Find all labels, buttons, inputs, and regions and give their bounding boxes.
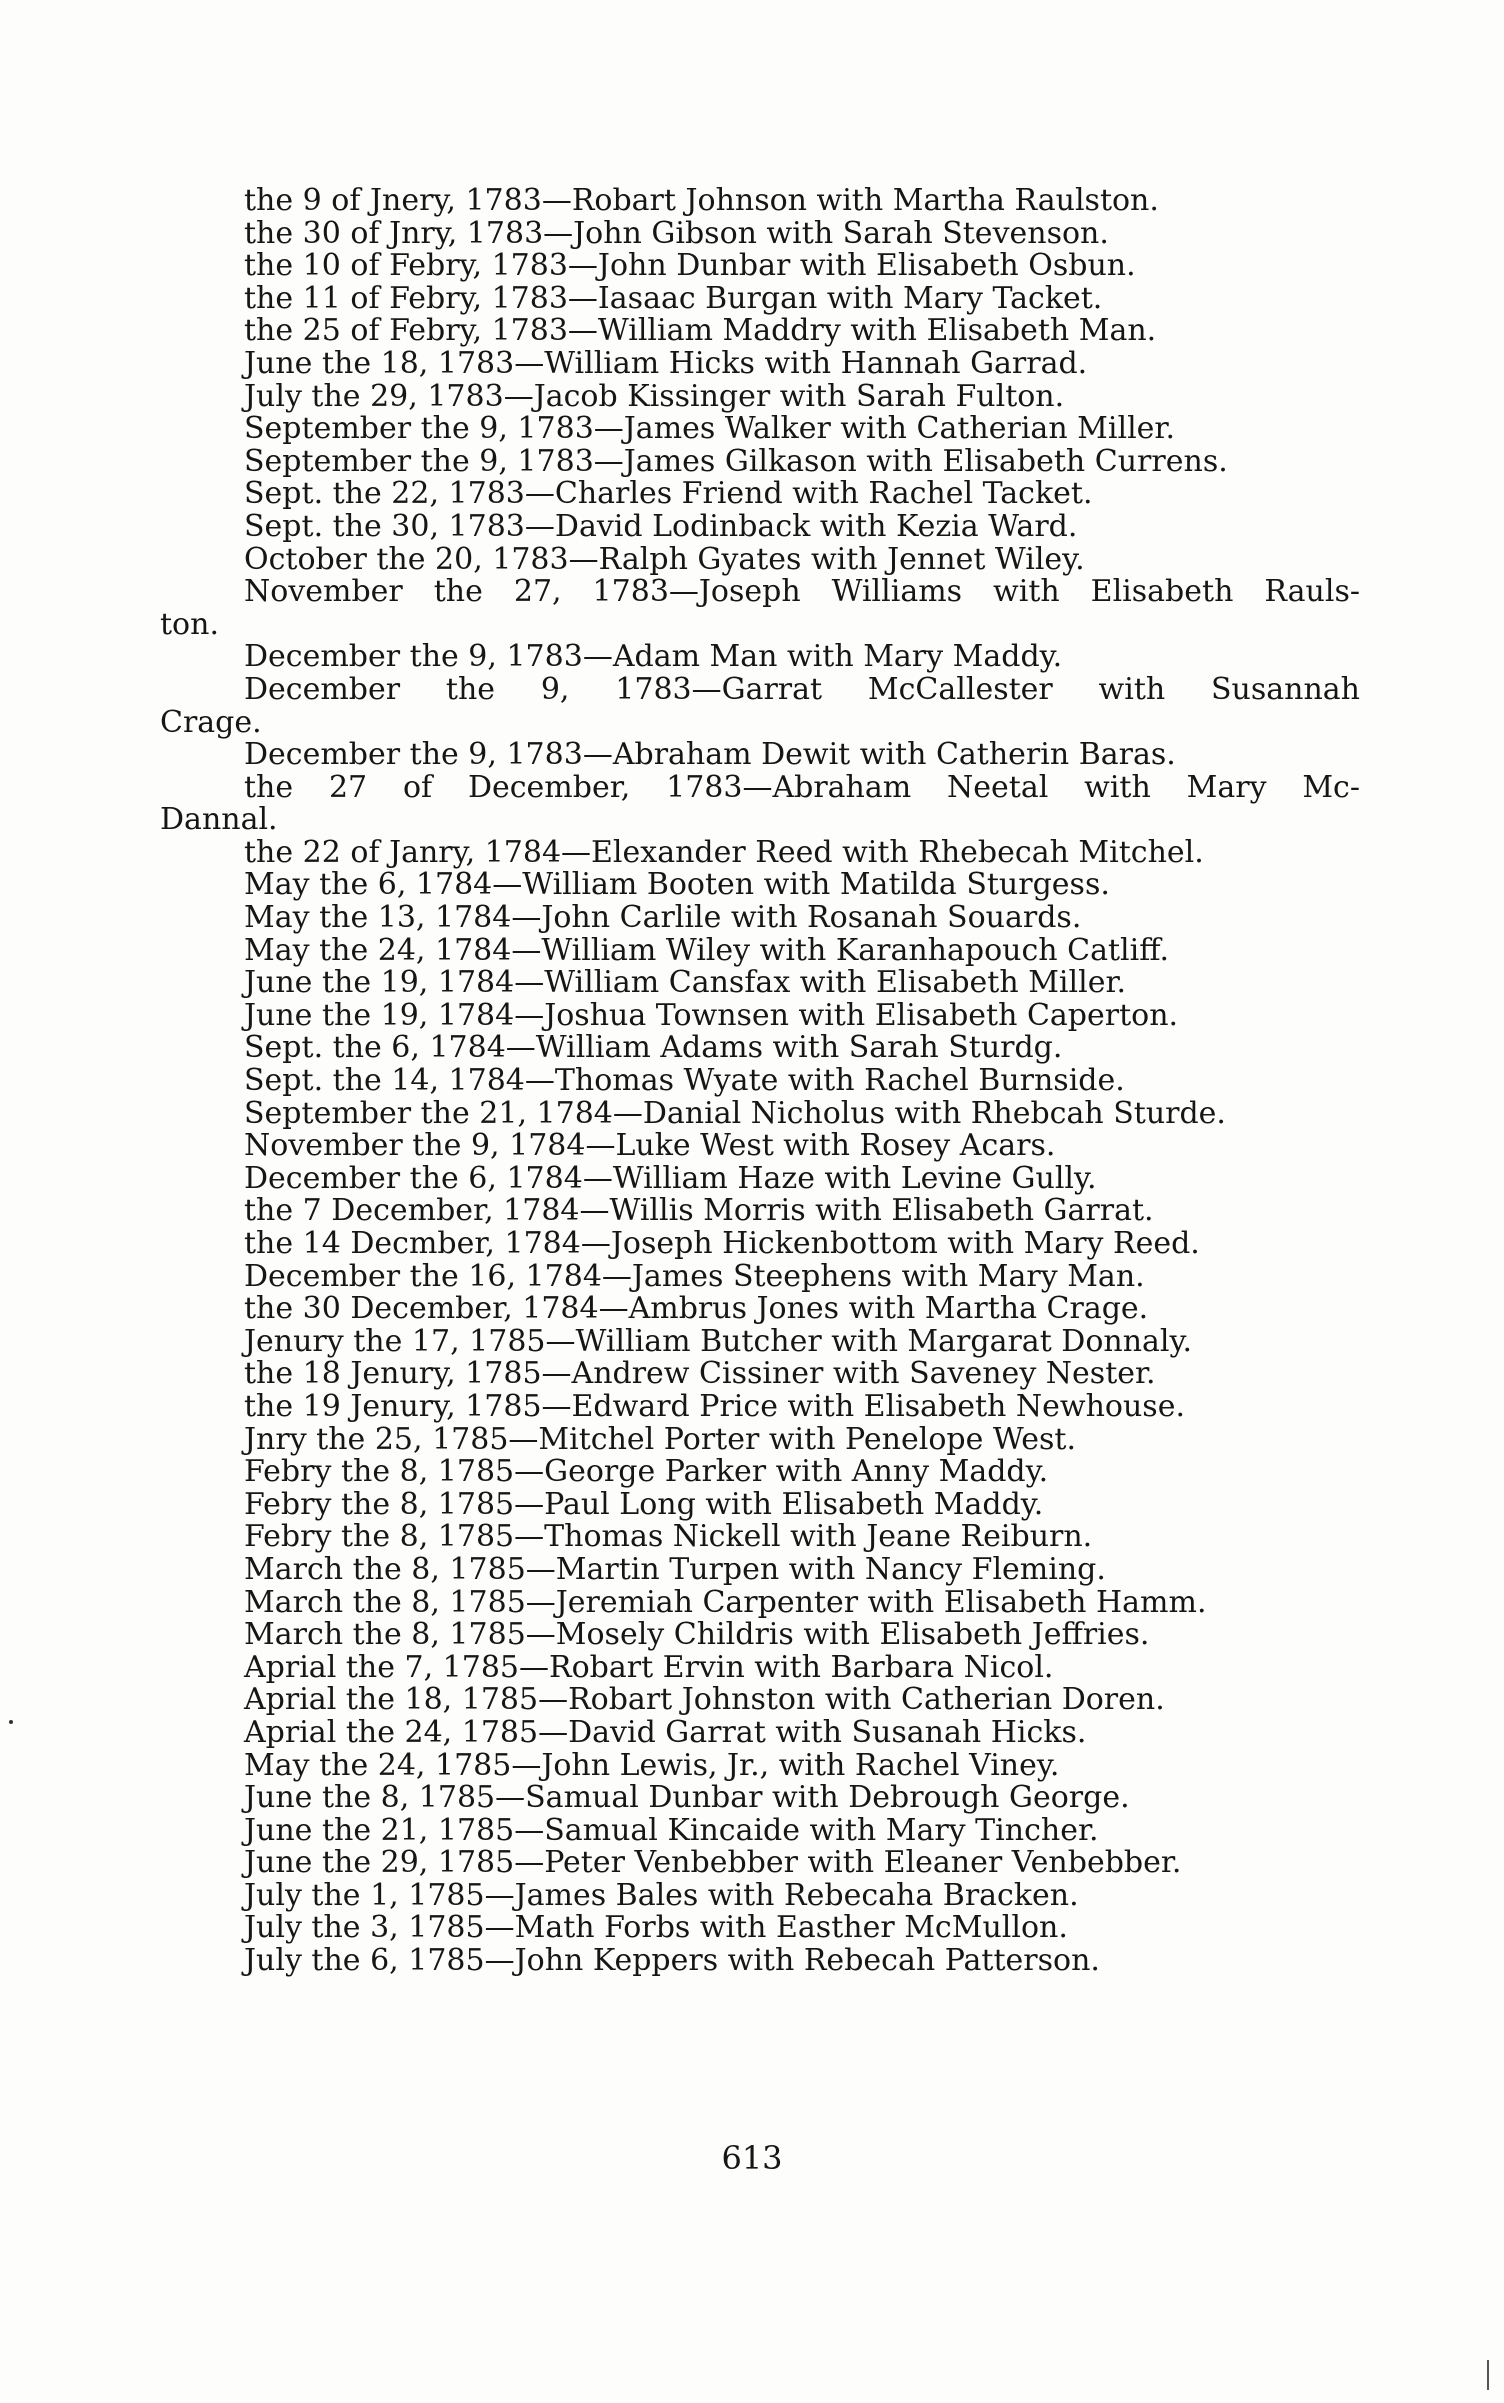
marriage-entry: Jenury the 17, 1785—William Butcher with Margarat Donnaly. bbox=[244, 1325, 1193, 1359]
marriage-entry: September the 21, 1784—Danial Nicholus with Rhebcah Sturde. bbox=[244, 1097, 1226, 1131]
marriage-entry: the 27 of December, 1783—Abraham Neetal with Mary Mc- bbox=[244, 771, 1360, 805]
marriage-record-list bbox=[160, 185, 1360, 1978]
marriage-entry: Aprial the 18, 1785—Robart Johnston with Catherian Doren. bbox=[244, 1684, 1165, 1717]
marriage-entry: Sept. the 30, 1783—David Lodinback with Kezia Ward. bbox=[244, 510, 1078, 544]
marriage-entry: March the 8, 1785—Jeremiah Carpenter with Elisabeth Hamm. bbox=[244, 1586, 1207, 1620]
scan-edge-mark bbox=[1487, 2360, 1489, 2390]
marriage-entry: Febry the 8, 1785—Paul Long with Elisabeth Maddy. bbox=[244, 1488, 1044, 1522]
marriage-entry: June the 8, 1785—Samual Dunbar with Debrough George. bbox=[244, 1782, 1130, 1815]
marriage-entry: September the 9, 1783—James Walker with Catherian Miller. bbox=[244, 413, 1176, 446]
marriage-entry: the 19 Jenury, 1785—Edward Price with Elisabeth Newhouse. bbox=[244, 1390, 1185, 1424]
page-number: 613 bbox=[721, 2139, 783, 2177]
marriage-entry: November the 9, 1784—Luke West with Rosey Acars. bbox=[244, 1130, 1056, 1163]
marriage-entry: May the 24, 1785—John Lewis, Jr., with Rachel Viney. bbox=[244, 1749, 1060, 1783]
marriage-entry: July the 29, 1783—Jacob Kissinger with Sarah Fulton. bbox=[244, 380, 1065, 414]
marriage-entry: the 11 of Febry, 1783—Iasaac Burgan with Mary Tacket. bbox=[244, 282, 1103, 316]
marriage-entry: the 25 of Febry, 1783—William Maddry with Elisabeth Man. bbox=[244, 315, 1157, 348]
marriage-entry: Febry the 8, 1785—George Parker with Anny Maddy. bbox=[244, 1456, 1049, 1489]
scan-speck bbox=[9, 1720, 13, 1724]
marriage-entry: the 7 December, 1784—Willis Morris with Elisabeth Garrat. bbox=[244, 1195, 1154, 1228]
marriage-entry: December the 9, 1783—Adam Man with Mary Maddy. bbox=[244, 641, 1063, 674]
marriage-entry-continuation: ton. bbox=[160, 608, 219, 642]
marriage-entry: June the 29, 1785—Peter Venbebber with Eleaner Venbebber. bbox=[244, 1847, 1182, 1880]
marriage-entry: Aprial the 7, 1785—Robart Ervin with Barbara Nicol. bbox=[244, 1651, 1054, 1685]
marriage-entry: December the 9, 1783—Abraham Dewit with Catherin Baras. bbox=[244, 739, 1176, 772]
marriage-entry: the 30 of Jnry, 1783—John Gibson with Sarah Stevenson. bbox=[244, 217, 1109, 251]
marriage-entry: Sept. the 6, 1784—William Adams with Sarah Sturdg. bbox=[244, 1032, 1063, 1066]
marriage-entry: Jnry the 25, 1785—Mitchel Porter with Penelope West. bbox=[244, 1423, 1077, 1457]
marriage-entry: the 10 of Febry, 1783—John Dunbar with Elisabeth Osbun. bbox=[244, 250, 1136, 283]
marriage-entry-continuation: Dannal. bbox=[160, 804, 278, 837]
marriage-entry: the 14 Decmber, 1784—Joseph Hickenbottom with Mary Reed. bbox=[244, 1228, 1200, 1261]
marriage-entry: June the 19, 1784—William Cansfax with Elisabeth Miller. bbox=[244, 967, 1127, 1000]
marriage-entry: December the 16, 1784—James Steephens with Mary Man. bbox=[244, 1260, 1145, 1294]
marriage-entry-continuation: Crage. bbox=[160, 706, 262, 740]
marriage-entry: July the 3, 1785—Math Forbs with Easther McMullon. bbox=[244, 1912, 1068, 1946]
marriage-entry: Sept. the 14, 1784—Thomas Wyate with Rachel Burnside. bbox=[244, 1065, 1125, 1098]
marriage-entry: July the 6, 1785—John Keppers with Rebecah Patterson. bbox=[244, 1945, 1100, 1978]
marriage-entry: Sept. the 22, 1783—Charles Friend with Rachel Tacket. bbox=[244, 478, 1093, 511]
marriage-entry: October the 20, 1783—Ralph Gyates with Jennet Wiley. bbox=[244, 543, 1085, 577]
marriage-entry: May the 13, 1784—John Carlile with Rosanah Souards. bbox=[244, 902, 1082, 935]
marriage-entry: March the 8, 1785—Martin Turpen with Nancy Fleming. bbox=[244, 1553, 1106, 1587]
marriage-entry: June the 21, 1785—Samual Kincaide with Mary Tincher. bbox=[244, 1814, 1099, 1848]
marriage-entry: June the 19, 1784—Joshua Townsen with Elisabeth Caperton. bbox=[244, 999, 1179, 1033]
marriage-entry: the 18 Jenury, 1785—Andrew Cissiner with Saveney Nester. bbox=[244, 1358, 1156, 1391]
marriage-entry: May the 6, 1784—William Booten with Matilda Sturgess. bbox=[244, 869, 1110, 903]
marriage-entry: the 9 of Jnery, 1783—Robart Johnson with Martha Raulston. bbox=[244, 185, 1159, 218]
marriage-entry: July the 1, 1785—James Bales with Rebecaha Bracken. bbox=[244, 1879, 1079, 1913]
marriage-entry: Febry the 8, 1785—Thomas Nickell with Jeane Reiburn. bbox=[244, 1521, 1093, 1554]
marriage-entry: September the 9, 1783—James Gilkason with Elisabeth Currens. bbox=[244, 445, 1228, 479]
marriage-entry: December the 9, 1783—Garrat McCallester with Susannah bbox=[244, 673, 1360, 707]
marriage-entry: December the 6, 1784—William Haze with Levine Gully. bbox=[244, 1162, 1097, 1196]
marriage-entry: November the 27, 1783—Joseph Williams with Elisabeth Rauls- bbox=[244, 576, 1360, 609]
marriage-entry: Aprial the 24, 1785—David Garrat with Susanah Hicks. bbox=[244, 1716, 1087, 1750]
marriage-entry: June the 18, 1783—William Hicks with Hannah Garrad. bbox=[244, 347, 1088, 381]
marriage-entry: the 30 December, 1784—Ambrus Jones with Martha Crage. bbox=[244, 1293, 1149, 1326]
marriage-entry: May the 24, 1784—William Wiley with Karanhapouch Catliff. bbox=[244, 934, 1169, 968]
marriage-entry: March the 8, 1785—Mosely Childris with Elisabeth Jeffries. bbox=[244, 1619, 1150, 1652]
marriage-entry: the 22 of Janry, 1784—Elexander Reed with Rhebecah Mitchel. bbox=[244, 836, 1204, 870]
